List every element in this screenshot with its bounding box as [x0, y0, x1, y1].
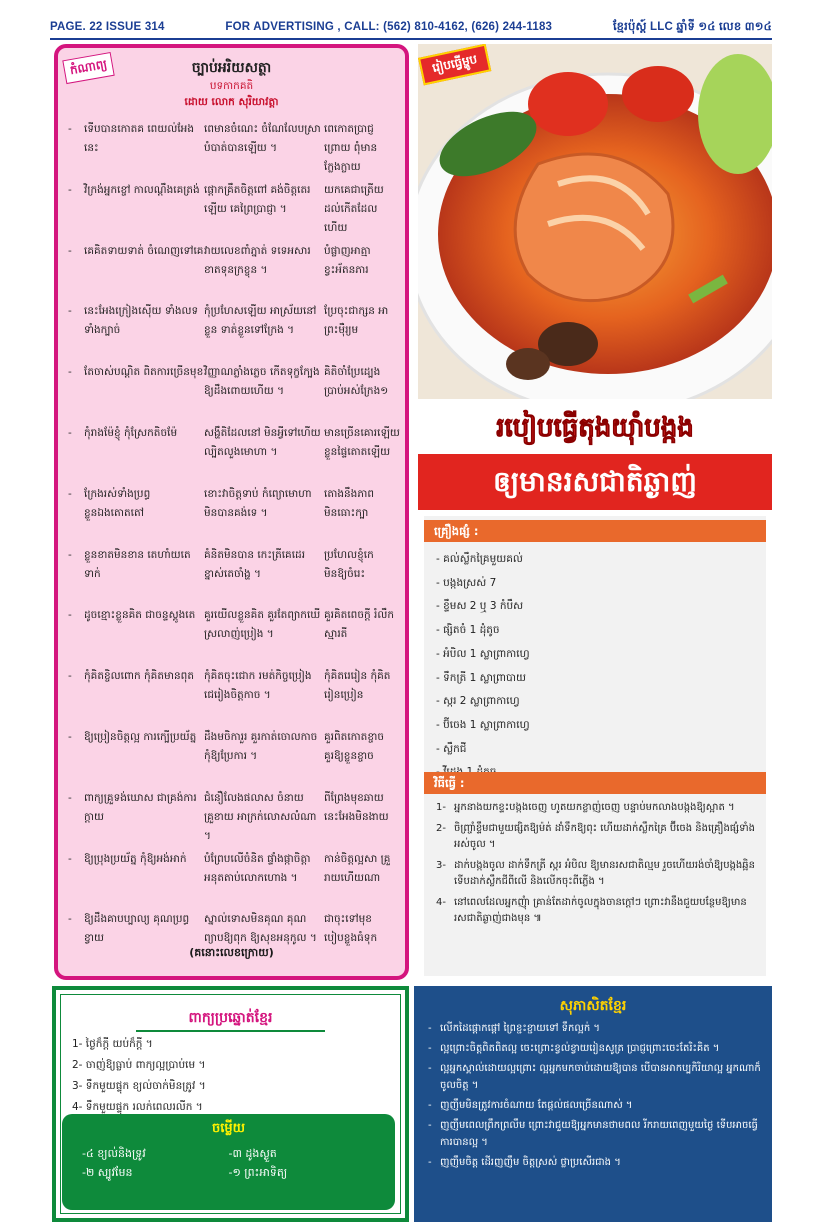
poem-stanza	[68, 850, 400, 911]
proverb-item	[428, 1060, 764, 1094]
stanza-dash: -	[68, 730, 72, 743]
stanza-column: វិក្រង់អ្នកខ្ចៅ កាលណ្ដឹងគេត្រង់	[84, 183, 200, 196]
stanza-column: មានច្រើនគោរឡើយ ខ្លួនផ្ទៃតោតឡើយ	[324, 426, 400, 458]
advertising-contact: FOR ADVERTISING , CALL: (562) 810-4162, (626) 244-1183	[225, 21, 553, 33]
answer-title: ចម្លើយ	[211, 1121, 245, 1136]
riddle-answer: -៣ ដូងស្ងួត	[228, 1147, 277, 1160]
recipe-title-line2: ឲ្យមានរសជាតិឆ្ងាញ់	[418, 454, 772, 510]
ingredient-item: - ប៊ីចេង 1 ស្លាព្រាកាហ្វេ	[436, 718, 530, 731]
stanza-column: ខោះវាចិត្តទាប់ កំព្យោមោហា មិនបានគង់ទេ ។	[204, 487, 312, 519]
poem-tag: កំណាព្យ	[62, 52, 115, 84]
ingredient-item: - អំបិល 1 ស្លាព្រាកាហ្វេ	[436, 647, 530, 660]
stanza-column: យកគេជាត្រើយ ដល់កើតដែលហើយ	[324, 183, 384, 234]
method-step	[436, 821, 762, 854]
proverb-item	[428, 1117, 764, 1151]
method-step	[436, 800, 762, 817]
poem-stanza	[68, 120, 400, 181]
stanza-column: វាយលេខពាំភ្នាត់ ទទេអសារ ខាតទុនក្រខ្ចុន ។	[204, 244, 311, 276]
stanza-column: ពីព្រែងមុខឆាយ នេះអែងមិនងាយ	[324, 791, 389, 823]
stanza-column: បំផ្លាញអាត្មា ខ្វះអ័តនភារ	[324, 244, 371, 276]
proverb-text: លើកដៃផ្ដោកផ្ដៅ ព្រៃខ្ជះខ្ជាយទៅ ទឹកល្អក់ ។	[440, 1023, 600, 1034]
publication-brand: ខ្មែរប៉ុស្ត៍ LLC ឆ្នាំទី ១៤ លេខ ៣១៤	[612, 20, 772, 33]
proverb-dash: -	[428, 1023, 432, 1034]
ingredient-item: - ផ្សិតចំ 1 ដុំតូច	[436, 624, 500, 637]
ingredient-item: - ទឹកត្រី 1 ស្លាព្រាបាយ	[436, 671, 527, 684]
proverb-dash: -	[428, 1043, 432, 1054]
stanza-column: ជាចុះទៅមុខ បៀបខ្លួងធំទុក	[324, 913, 378, 945]
proverbs-title: សុភាសិតខ្មែរ	[559, 998, 627, 1014]
stanza-dash: -	[68, 548, 72, 561]
answer-box	[62, 1114, 395, 1210]
stanza-dash: -	[68, 123, 72, 135]
poem-stanza	[68, 789, 400, 850]
recipe-title-line1: របៀបធ្វើតុងយ៉ាំបង្កង	[418, 400, 772, 456]
stanza-column: ប្រែចុះជាក្សន អាព្រះម៉ឺរ្យម	[324, 305, 389, 337]
stanza-dash: -	[68, 426, 72, 439]
riddle-answer: -២ ស្បូវមែន	[82, 1166, 133, 1179]
proverb-item	[428, 1154, 764, 1171]
stanza-column: ឱ្យប្រុងប្រយ័ត្ន កុំឱ្យអង់អាក់	[84, 852, 187, 865]
poem-subtitle: បទកាកគតិ	[209, 80, 254, 92]
poem-stanza	[68, 302, 400, 363]
method-steps	[436, 800, 762, 932]
proverbs-list	[428, 1020, 764, 1174]
ingredient-item: - គល់ស្លឹកគ្រៃមួយគល់	[436, 553, 523, 565]
stanza-column: កុំរាងម៉ែខ្ញុំ កុំស្រែកតិចម៉ែ	[84, 426, 178, 439]
riddle-title: ពាក្យប្រឆ្នោត់ខ្មែរ	[188, 1010, 273, 1026]
riddle-question: 2- ចាញ់ឱ្យធ្លាប់ ពាក្យល្អប្រាប់មេ ។	[72, 1059, 206, 1071]
stanza-dash: -	[68, 791, 72, 804]
poem-stanza	[68, 363, 400, 424]
step-number: 2-	[436, 822, 446, 834]
header-divider	[50, 38, 772, 40]
poem-body	[68, 120, 400, 971]
poem-stanza	[68, 546, 400, 607]
stanza-dash: -	[68, 487, 72, 500]
method-header: វិធីធ្វើ :	[424, 772, 766, 794]
proverb-text: ញញឹមចិត្ត ដើរញញឹម ចិត្តស្រស់ ថ្លាប្រសើរជាង ។	[440, 1157, 621, 1168]
step-text: ដាក់បង្កងចូល ដាក់ទឹកត្រី ស្ករ អំបិល ឱ្យមានរសជាតិល្មម រួចហើយរង់ចាំឱ្យបង្កងឆ្អិន ទើបដាក់ស្លឹកជីពីលើ និងលើកចុះពីភ្លើង ។	[454, 859, 755, 887]
stanza-column: ពាក្យគ្រួទង់ឃោស ជាគ្រង់ការក្ដាយ	[84, 791, 197, 823]
proverb-item	[428, 1020, 764, 1037]
stanza-dash: -	[68, 183, 72, 196]
stanza-column: នេះអែងក្រៀងស៊ើយ ទាំងលទទាំងក្បាច់	[84, 305, 199, 337]
page-issue: PAGE. 22 ISSUE 314	[50, 21, 165, 33]
stanza-column: កាន់ចិត្តល្អសា គ្រួរាយហើយណា	[324, 852, 391, 884]
poem-stanza	[68, 667, 400, 728]
stanza-column: ក្រែងរស់ទាំងប្រព្ធ ខ្លួនឯងតោតតៅ	[84, 487, 151, 519]
stanza-column: កុំគិតចុះជោក រមត់កិច្ចប្រៀង ជេរៀងចិត្តកាច ។	[204, 670, 312, 702]
page-header	[50, 18, 772, 36]
stanza-dash: -	[68, 670, 72, 683]
stanza-column: គួរពិតកោតខ្ចាច គួរឱ្យខ្លួនខ្ចាច	[324, 730, 384, 762]
poem-title: ច្បាប់អរិយសត្ថា	[191, 60, 272, 76]
riddle-answer: -១ ព្រះអាទិត្យ	[228, 1166, 288, 1179]
stanza-column: ជំនឿលែងផលាស ចំនាយគ្រួខាយ អាក្រក់លោសលំណា ។	[204, 791, 317, 842]
proverb-dash: -	[428, 1120, 432, 1131]
stanza-column: ស្នាល់ទោសមិនគុណ គុណព្យាបឱ្យពុក ឱ្យសុខអនុកូល ។	[204, 913, 317, 945]
stanza-column: វិញ្ញាណភ្លាំងភ្លេច កើតទុក្ខក្បែង ឱ្យដឹងពោយហើយ ។	[204, 366, 320, 398]
riddle-question: 4- ទឹកមួយផ្ទុក រលក់ពេលរលីក ។	[72, 1101, 203, 1113]
proverb-dash: -	[428, 1100, 432, 1111]
riddle-divider	[136, 1030, 325, 1032]
stanza-column: គេគិតទាយទាត់ ចំណេញទៅគេ	[84, 244, 204, 257]
proverbs-panel	[414, 986, 772, 1222]
stanza-column: កុំគិតខ្ចិលពោក កុំគិតមានពុត	[84, 670, 194, 683]
proverb-text: ញញឹមពេលព្រឹកព្រលឹម ព្រោះវាជួយឱ្យអ្នកមានថាមពល រីករាយពេញមួយថ្ងៃ ទើបអាចធ្វើការបានល្អ ។	[440, 1120, 758, 1148]
stanza-dash: -	[68, 852, 72, 865]
stanza-column: សង្ហឹតិដែលនៅ មិនអ្វីទៅហើយ ល្បិតលួងមោហា ។	[204, 426, 321, 458]
riddle-questions	[72, 1034, 392, 1118]
stanza-dash: -	[68, 305, 72, 318]
answer-grid	[82, 1144, 375, 1182]
stanza-column: ដឹងមចិការួរ គួរកាត់ចោលកាច កុំឱ្យប្រែការ ។	[204, 730, 318, 762]
ingredient-item: - ខ្ទឹមស 2 ឬ 3 កំបឹស	[436, 600, 524, 613]
poem-panel	[54, 44, 409, 980]
stanza-column: បំព្រែបលើចំនិត ផ្ទាំងផ្កាចិត្តា អនុតតាប់លោកហោង ។	[204, 852, 311, 884]
riddle-panel	[52, 986, 409, 1222]
soup-photo	[418, 44, 772, 399]
stanza-column: ឱ្យដឹងគាបប្បាល្យ គុណប្រព្ធខ្វាយ	[84, 913, 190, 945]
ingredients-list	[436, 548, 756, 785]
method-step	[436, 858, 762, 891]
stanza-dash: -	[68, 609, 72, 622]
step-number: 1-	[436, 802, 446, 813]
stanza-column: គួរគិតពេចក្ដី រំលឹកស្មារតី	[324, 609, 394, 641]
proverb-text: ញញឹមមិនត្រូវការចំណាយ តែផ្ដល់ផលច្រើនណាស់ ។	[440, 1100, 633, 1111]
stanza-dash: -	[68, 366, 72, 379]
step-number: 3-	[436, 859, 446, 871]
stanza-column: ដូចខ្មោះខ្លួនគិត ជាចន្ទស្គូងតេ	[84, 609, 196, 622]
stanza-column: ផ្ដោកគ្រឹតចិត្តពៅ គង់ចិត្តតេរឡើយ គេព្រៃប្រាជ្ញា ។	[204, 183, 311, 215]
poem-stanza	[68, 728, 400, 789]
stanza-column: តោងនឹងភាព មិនធោះក្បា	[324, 487, 374, 519]
poem-stanza	[68, 606, 400, 667]
riddle-question: 1- ថ្ងៃក៏ក្ដី យប់ក៏ក្ដី ។	[72, 1038, 153, 1050]
stanza-column: ទើបបានកោតគ ពេយល់អែងនេះ	[84, 123, 194, 154]
stanza-column: គួរយើលខ្លួនគិត គួរតែព្យាកឃើ ស្រលាញ់ប្រៀង ។	[204, 609, 321, 641]
ingredient-item: - បង្កងស្រស់ 7	[436, 576, 497, 589]
stanza-column: កុំគិតរេរៀន កុំគិតរៀនប្រៀន	[324, 670, 391, 702]
step-text: ចិញ្ច្រាំខ្ទឹមជាមួយផ្សិតឱ្យម៉ត់ ដាំទឹកឱ្យពុះ ហើយដាក់ស្លឹកគ្រៃ ប៊ីចេង និងគ្រឿងផ្សំទាំងអស់ចូល ។	[454, 822, 755, 850]
poem-stanza	[68, 910, 400, 971]
stanza-column: គំនិតមិនបាន កេះត្រីគេដេរ ខ្នាស់តេចាំង្ហ ។	[204, 548, 306, 580]
stanza-column: តែចាស់បណ្ដិត ពិតការច្រើនមុខ	[84, 366, 204, 379]
proverb-text: ល្អព្រោះចិត្តពិតពិតល្អ ចេះព្រោះខ្វល់ខ្វាយរៀនសូត្រ ប្រាជ្ញព្រោះចេះតែរិះគិត ។	[440, 1043, 720, 1054]
stanza-column: ខ្លួនខាតមិនខាន តេហាំយតេទាក់	[84, 548, 191, 580]
proverb-item	[428, 1097, 764, 1114]
poem-stanza	[68, 181, 400, 242]
step-text: អ្នកនាងយកខ្ទះបង្កងចេញ ហូតយកខ្លាញ់ចេញ បន្ទាប់មកលាងបង្កងឱ្យស្អាត ។	[454, 802, 735, 813]
photo-tag: រៀបធ្វើម្ហូប	[418, 44, 492, 85]
poem-author: ដោយ លោក សុរិយាវត្តា	[184, 96, 279, 108]
step-number: 4-	[436, 896, 446, 908]
step-text: នៅពេលដែលអ្នកញុំា គ្រាន់តែដាក់ចូលក្នុងចានក្ដៅៗ ព្រោះវានឹងជួយបន្ថែមឱ្យមានរសជាតិឆ្ងាញ់ជាងមុន ៕	[454, 896, 747, 924]
stanza-dash: -	[68, 244, 72, 257]
stanza-column: គិតិចាំប្រែដ្បេង ប្រាប់អស់ក្រែង១	[324, 366, 389, 398]
ingredient-item: - ស្ករ 2 ស្លាព្រាកាហ្វេ	[436, 695, 520, 708]
tom-yum-soup-image	[418, 44, 772, 399]
stanza-column: ប្រហែលខ្ញុំកេ មិនឱ្យចំរេះ	[324, 548, 374, 580]
method-step	[436, 895, 762, 928]
stanza-column: ពេកោតប្រាជ្ញព្រោយ ពុំមានក្លែងក្លាយ	[324, 123, 378, 173]
stanza-dash: -	[68, 913, 72, 926]
poem-stanza	[68, 242, 400, 303]
stanza-column: ពេមានចំណេះ ចំណែលែបស្រា បំបាត់បានឡើយ ។	[204, 123, 321, 154]
proverb-item	[428, 1040, 764, 1057]
poem-stanza	[68, 485, 400, 546]
stanza-column: ឱ្យប្រៀនចិត្តល្អ ការក្បើប្រយ័ត្ន	[84, 730, 197, 743]
riddle-question: 3- ទឹកមួយផ្ទុក ខ្យល់ចាក់មិនត្រូវ ។	[72, 1080, 206, 1092]
proverb-dash: -	[428, 1157, 432, 1168]
ingredients-header: គ្រឿងផ្សំ :	[424, 520, 766, 542]
poem-footer: (គនោះលេខក្រោយ)	[189, 946, 274, 959]
poem-stanza	[68, 424, 400, 485]
ingredient-item: - ស្លឹកជី	[436, 742, 467, 755]
riddle-answer: -៤ ខ្យល់និងទ្រូវ	[82, 1147, 146, 1160]
proverb-text: ល្អអ្នកស្គាល់ដោយល្អព្រោះ ល្អអ្នកមកចាប់ដោយឱ្យបាន បើបានអាកប្បកិរិយាល្អ អ្នកណាក៏ចូលចិត្ត ។	[440, 1063, 761, 1091]
proverb-dash: -	[428, 1063, 432, 1074]
stanza-column: កុំប្រហែសឡើយ អាស្រ័យនៅខ្លួន ទាត់ខ្លួនទៅក្រែង ។	[204, 305, 317, 337]
